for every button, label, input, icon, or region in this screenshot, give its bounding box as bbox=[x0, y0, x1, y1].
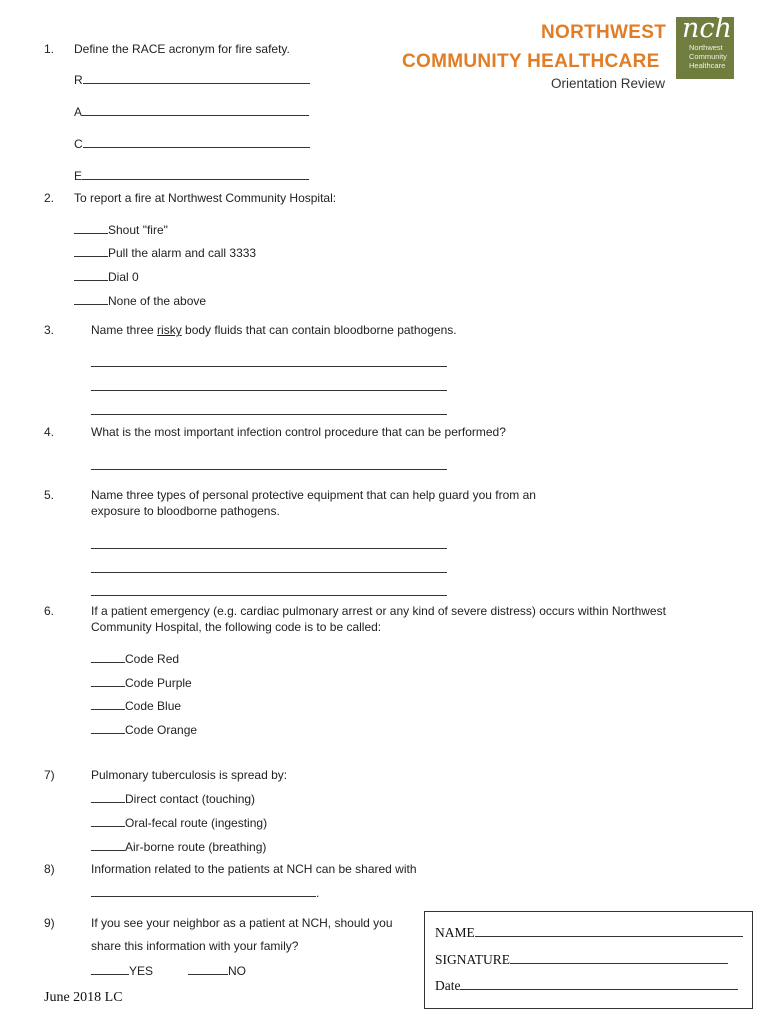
q7-option[interactable]: Oral-fecal route (ingesting) bbox=[91, 815, 267, 830]
q8-text: Information related to the patients at NCH can be shared with bbox=[91, 862, 417, 876]
org-name-line2: COMMUNITY HEALTHCARE bbox=[402, 51, 660, 72]
q1-answer-r[interactable]: R bbox=[74, 72, 310, 87]
q7-number: 7) bbox=[44, 768, 55, 782]
q1-answer-e[interactable]: E bbox=[74, 168, 309, 183]
q3-number: 3. bbox=[44, 323, 55, 337]
q5-answer-line[interactable] bbox=[91, 584, 447, 599]
q1-text: Define the RACE acronym for fire safety. bbox=[74, 42, 290, 56]
q4-number: 4. bbox=[44, 425, 55, 439]
q6-option[interactable]: Code Red bbox=[91, 651, 179, 666]
q1-answer-a[interactable]: A bbox=[74, 104, 309, 119]
q5-text-line2: exposure to bloodborne pathogens. bbox=[91, 504, 280, 518]
q2-option[interactable]: None of the above bbox=[74, 293, 206, 308]
q6-number: 6. bbox=[44, 604, 55, 618]
q6-text-line1: If a patient emergency (e.g. cardiac pulmonary arrest or any kind of severe distress) occurs within Northwest bbox=[91, 604, 666, 618]
logo-mark: nch bbox=[682, 17, 732, 44]
q2-option[interactable]: Pull the alarm and call 3333 bbox=[74, 245, 256, 260]
org-name-line1: NORTHWEST bbox=[541, 22, 667, 43]
q6-option[interactable]: Code Orange bbox=[91, 722, 197, 737]
q9-text-line1: If you see your neighbor as a patient at NCH, should you bbox=[91, 916, 393, 930]
q8-answer-line[interactable]: . bbox=[91, 885, 319, 900]
q7-option[interactable]: Air-borne route (breathing) bbox=[91, 839, 266, 854]
q3-text: Name three risky body fluids that can contain bloodborne pathogens. bbox=[91, 323, 457, 337]
q6-text-line2: Community Hospital, the following code is to be called: bbox=[91, 620, 382, 634]
q2-text: To report a fire at Northwest Community Hospital: bbox=[74, 191, 337, 205]
q6-option[interactable]: Code Blue bbox=[91, 698, 181, 713]
date-field[interactable]: Date bbox=[435, 978, 738, 994]
q2-option[interactable]: Shout "fire" bbox=[74, 222, 168, 237]
q4-text: What is the most important infection control procedure that can be performed? bbox=[91, 425, 506, 439]
q9-number: 9) bbox=[44, 916, 55, 930]
name-field[interactable]: NAME bbox=[435, 925, 743, 941]
form-subtitle: Orientation Review bbox=[551, 76, 666, 91]
logo-text: Northwest Community Healthcare bbox=[689, 43, 727, 70]
q5-answer-line[interactable] bbox=[91, 537, 447, 552]
q6-option[interactable]: Code Purple bbox=[91, 675, 192, 690]
q3-emphasis: risky bbox=[157, 323, 182, 337]
q9-yes-option[interactable]: YES bbox=[91, 963, 153, 978]
footer-date: June 2018 LC bbox=[44, 990, 123, 1005]
q7-option[interactable]: Direct contact (touching) bbox=[91, 791, 255, 806]
nch-logo bbox=[676, 17, 734, 79]
q2-option[interactable]: Dial 0 bbox=[74, 269, 139, 284]
q3-answer-line[interactable] bbox=[91, 355, 447, 370]
q4-answer-line[interactable] bbox=[91, 458, 447, 473]
q8-number: 8) bbox=[44, 862, 55, 876]
q9-text-line2: share this information with your family? bbox=[91, 939, 299, 953]
q1-answer-c[interactable]: C bbox=[74, 136, 310, 151]
q1-number: 1. bbox=[44, 42, 55, 56]
q9-no-option[interactable]: NO bbox=[188, 963, 246, 978]
q5-answer-line[interactable] bbox=[91, 561, 447, 576]
q3-answer-line[interactable] bbox=[91, 403, 447, 418]
q5-text-line1: Name three types of personal protective equipment that can help guard you from an bbox=[91, 488, 536, 502]
q3-answer-line[interactable] bbox=[91, 379, 447, 394]
q7-text: Pulmonary tuberculosis is spread by: bbox=[91, 768, 288, 782]
q5-number: 5. bbox=[44, 488, 55, 502]
signature-box bbox=[424, 911, 753, 1009]
signature-field[interactable]: SIGNATURE bbox=[435, 952, 728, 968]
q2-number: 2. bbox=[44, 191, 55, 205]
